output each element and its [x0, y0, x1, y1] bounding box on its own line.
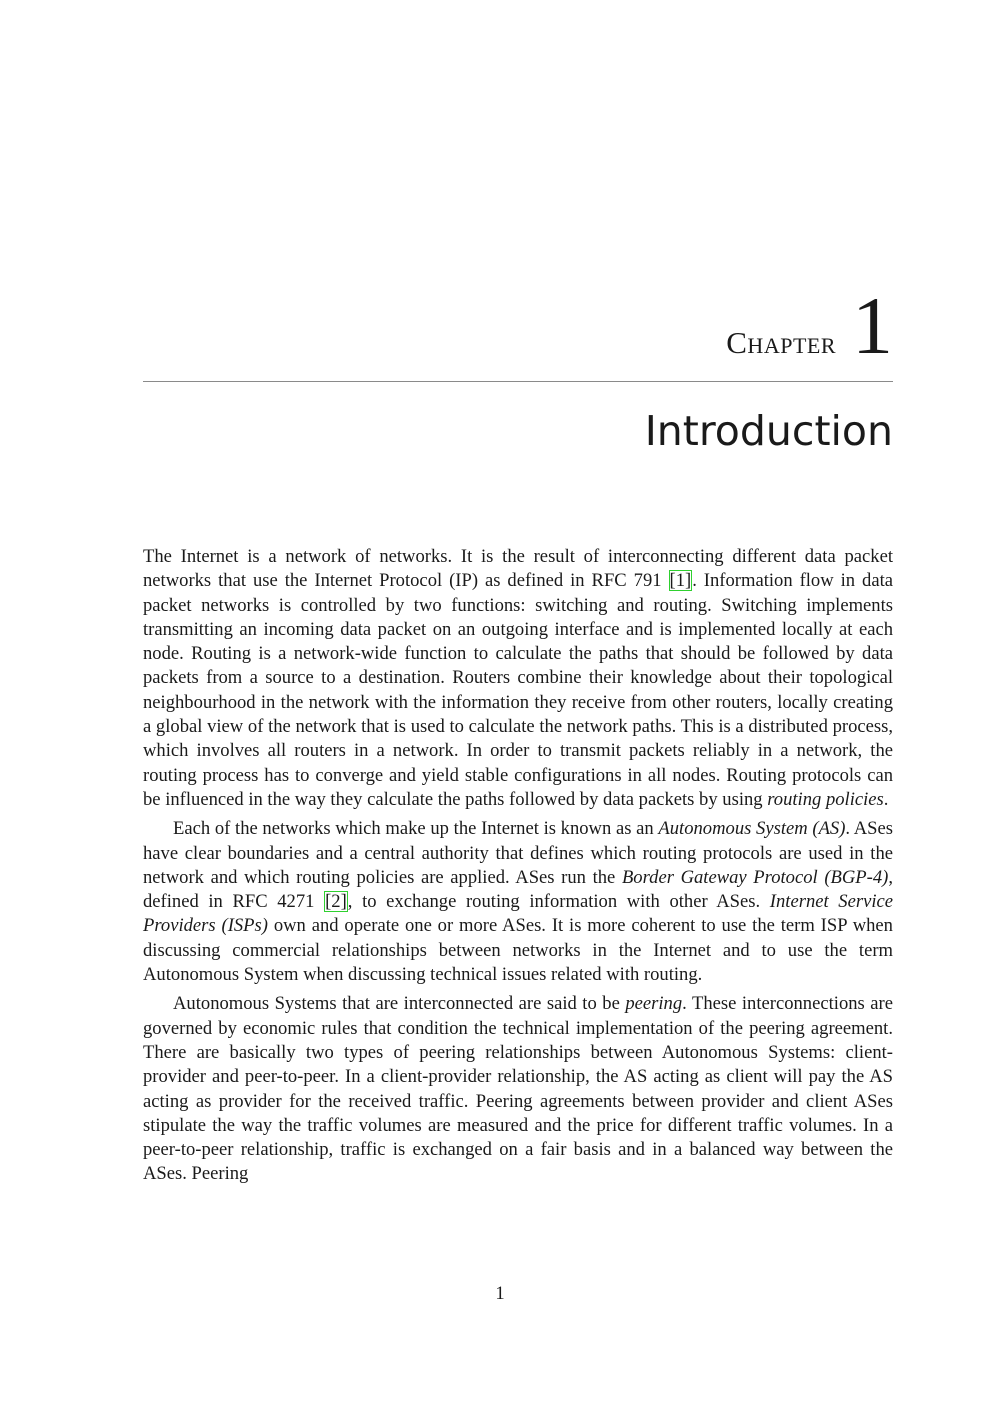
- emphasized-term: Border Gateway Protocol (BGP-4): [621, 866, 889, 888]
- emphasized-term: peering: [625, 993, 683, 1015]
- page-number: 1: [495, 1283, 505, 1304]
- chapter-number: 1: [852, 280, 893, 371]
- chapter-divider: [143, 381, 893, 382]
- paragraph: Autonomous Systems that are interconnected are said to be peering. These interconnections are governed by economic rules that condition the technical implementation of the peering agreement. There are basically two types of peering relationships between Autonomous Systems: client-provider and peer-to-peer. In a client-provider relationship, the AS acting as client will pay the AS acting as provider for the received traffic. Peering agreements between provider and client ASes stipulate the way the traffic volumes are measured and the price for different traffic volumes. In a peer-to-peer relationship, traffic is exchanged on a fair basis and in a balanced way between the ASes. Peering: [143, 993, 893, 1185]
- emphasized-term: Autonomous System (AS): [658, 818, 846, 840]
- paragraph: Each of the networks which make up the Internet is known as an Autonomous System (AS). ASes have clear boundaries and a central authority that defines which routing protocols are used in the network and which routing policies are applied. ASes run the Border Gateway Protocol (BGP-4), defined in RFC 4271 [2], to exchange routing information with other ASes. Internet Service Providers (ISPs) own and operate one or more ASes. It is more coherent to use the term ISP when discussing commercial relationships between networks in the Internet and to use the term Autonomous System when discussing technical issues related with routing.: [143, 818, 893, 986]
- paragraph: The Internet is a network of networks. It is the result of interconnecting different data packet networks that use the Internet Protocol (IP) as defined in RFC 791 [1]. Information flow in data packet networks is controlled by two functions: switching and routing. Switching implements transmitting an incoming data packet on an outgoing interface and is implemented locally at each node. Routing is a network-wide function to calculate the paths that should be followed by data packets from a source to a destination. Routers combine their knowledge about their topological neighbourhood in the network with the information they receive from other routers, locally creating a global view of the network that is used to calculate the network paths. This is a distributed process, which involves all routers in a network. In order to transmit packets reliably in a network, the routing process has to converge and yield stable configurations in all nodes. Routing protocols can be influenced in the way they calculate the paths followed by data packets by using routing policies.: [143, 546, 894, 810]
- chapter-label: Chapter: [726, 325, 836, 360]
- citation-link[interactable]: [2]: [325, 891, 347, 913]
- chapter-header: [143, 280, 893, 371]
- citation-link[interactable]: [1]: [669, 570, 692, 592]
- emphasized-term: routing policies: [767, 788, 884, 810]
- chapter-title: Introduction: [644, 407, 893, 455]
- body-text: [143, 545, 893, 1192]
- emphasized-term: Internet Service Providers (ISPs): [143, 891, 893, 937]
